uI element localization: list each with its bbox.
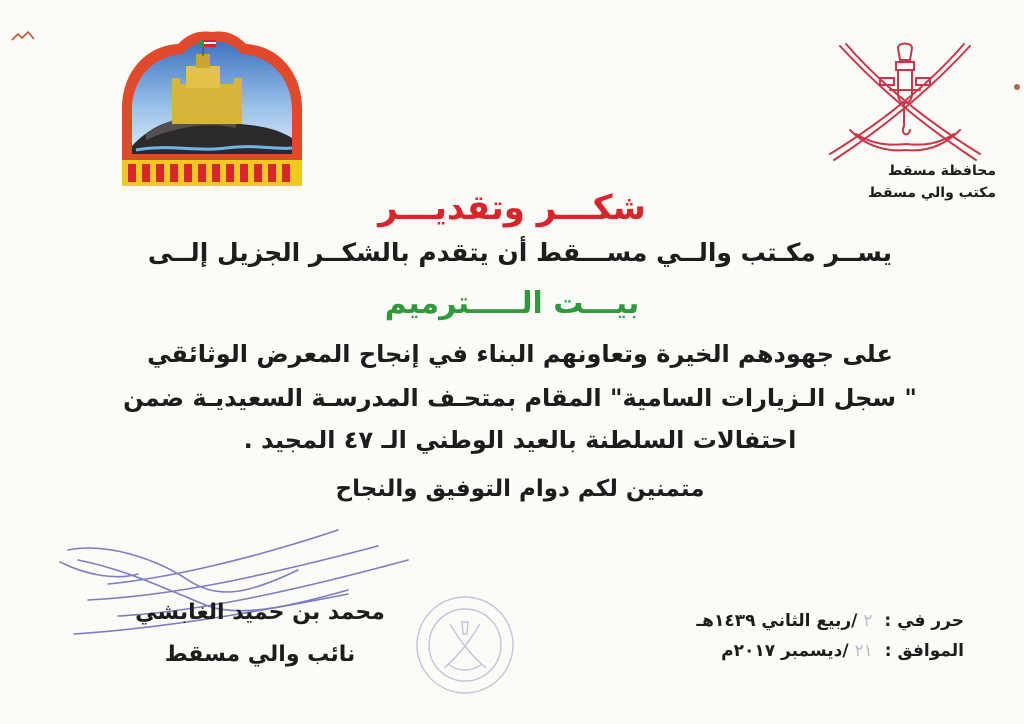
closing-line: متمنين لكم دوام التوفيق والنجاح (335, 476, 705, 502)
signatory-name: محمد بن حميد الغابشي (135, 600, 385, 625)
intro-line: يســر مكـتب والــي مســـقط أن يتقدم بالشكــر الجزيل إلــى (147, 238, 893, 267)
gregorian-label: الموافق : (884, 641, 964, 661)
corner-mark (10, 30, 36, 44)
body-line-2: " سجل الـزيارات السامية" المقام بمتحـف المدرسـة السعيديـة ضمن (123, 384, 917, 412)
office-label: مكتب والي مسقط (868, 185, 996, 201)
castle-logo (116, 28, 308, 190)
hijri-date (690, 606, 964, 636)
gregorian-month-year: /ديسمبر ٢٠١٧م (721, 641, 849, 661)
body-line-3: احتفالات السلطنة بالعيد الوطني الـ ٤٧ المجيد . (243, 426, 797, 454)
gregorian-day: ٢١ (854, 641, 873, 661)
date-block (690, 606, 964, 666)
hijri-month-year: /ربيع الثاني ١٤٣٩هـ (696, 611, 858, 631)
national-emblem-icon (826, 34, 984, 166)
hijri-day: ٢ (863, 611, 873, 631)
official-stamp (412, 592, 518, 698)
hijri-label: حرر في : (884, 611, 964, 631)
signatory-title: نائب والي مسقط (164, 642, 356, 667)
governorate-label: محافظة مسقط (887, 163, 996, 179)
handwritten-signature (48, 520, 448, 650)
gregorian-date (690, 636, 964, 666)
body-line-1: على جهودهم الخيرة وتعاونهم البناء في إنجاح المعرض الوثائقي (147, 340, 893, 368)
edge-dot (1014, 84, 1020, 90)
certificate-title: شكـــر وتقديـــر (378, 188, 646, 228)
recipient-name: بيـــت الـــــترميم (384, 286, 640, 321)
